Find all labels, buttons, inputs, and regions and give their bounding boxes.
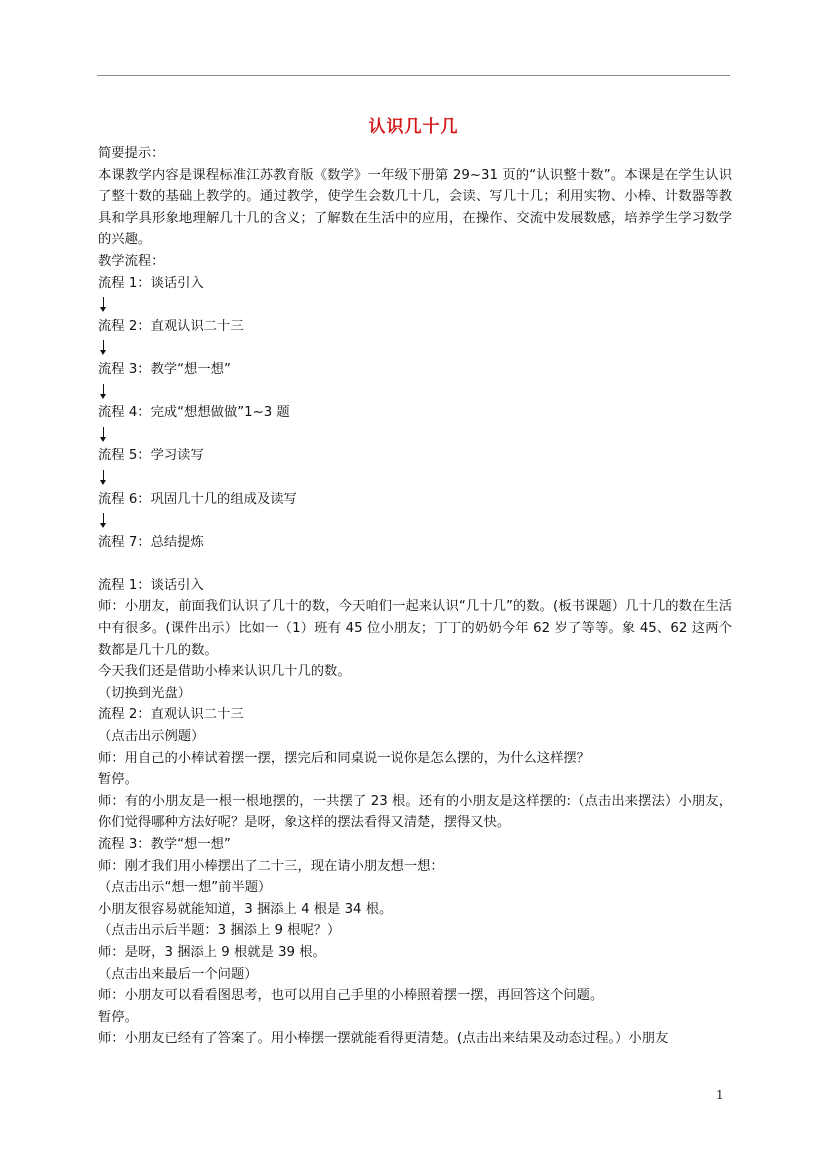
body-line: 流程 2：直观认识二十三 (98, 707, 244, 723)
flow-step: 流程 7：总结提炼 (98, 534, 204, 550)
body-line: 暂停。 (98, 772, 138, 788)
body-line: （点击出示后半题：3 捆添上 9 根呢？） (98, 923, 341, 939)
body-line: 流程 1：谈话引入 (98, 577, 204, 593)
body-line: 暂停。 (98, 1009, 138, 1025)
body-line: 师：刚才我们用小棒摆出了二十三，现在请小朋友想一想： (98, 858, 444, 874)
body-line: （点击出示例题） (98, 729, 205, 745)
down-arrow-icon (98, 424, 732, 446)
body-line: 师：用自己的小棒试着摆一摆，摆完后和同桌说一说你是怎么摆的，为什么这样摆？ (98, 750, 590, 766)
down-arrow-icon (98, 381, 732, 403)
flow-step: 流程 4：完成“想想做做”1~3 题 (98, 405, 290, 421)
down-arrow-icon (98, 510, 732, 532)
document-content (98, 143, 732, 1050)
page-title: 认识几十几 (368, 117, 459, 137)
lesson-body (98, 575, 732, 1050)
down-arrow-icon (98, 467, 732, 489)
body-line: 今天我们还是借助小棒来认识几十几的数。 (98, 664, 351, 680)
down-arrow-icon (98, 294, 732, 316)
body-line: 师：小朋友已经有了答案了。用小棒摆一摆就能看得更清楚。(点击出来结果及动态过程。）小朋友 (98, 1031, 669, 1047)
flow-step: 流程 1：谈话引入 (98, 275, 204, 291)
body-line: （点击出示“想一想”前半题） (98, 880, 272, 896)
spacer (98, 553, 732, 575)
body-line: 师：有的小朋友是一根一根地摆的，一共摆了 23 根。还有的小朋友是这样摆的:（点击出来摆法）小朋友，你们觉得哪种方法好呢？是呀，象这样的摆法看得又清楚，摆得又快。 (98, 793, 732, 831)
flow-step: 流程 2：直观认识二十三 (98, 318, 244, 334)
intro-heading: 简要提示： (98, 146, 165, 161)
flow-step: 流程 5：学习读写 (98, 448, 204, 464)
intro-paragraph: 本课教学内容是课程标准江苏教育版《数学》一年级下册第 29~31 页的“认识整十数”。本课是在学生认识了整十数的基础上教学的。通过教学，使学生会数几十几，会读、写几十几；利用实物、小棒、计数器等教具和学具形象地理解几十几的含义；了解数在生活中的应用，在操作、交流中发展数感，培养学生学习数学的兴趣。 (98, 167, 732, 248)
flow-chart (98, 273, 732, 554)
header-rule (97, 75, 730, 76)
body-line: 小朋友很容易就能知道，3 捆添上 4 根是 34 根。 (98, 901, 393, 917)
body-line: （切换到光盘） (98, 685, 192, 701)
body-line: 流程 3：教学“想一想” (98, 837, 231, 852)
body-line: （点击出来最后一个问题） (98, 966, 258, 982)
body-line: 师：小朋友可以看看图思考，也可以用自己手里的小棒照着摆一摆，再回答这个问题。 (98, 988, 604, 1004)
page-number: 1 (716, 1088, 724, 1102)
flow-step: 流程 3：教学“想一想” (98, 361, 231, 377)
down-arrow-icon (98, 337, 732, 359)
body-line: 师：小朋友，前面我们认识了几十的数，今天咱们一起来认识“几十几”的数。(板书课题）几十几的数在生活中有很多。(课件出示）比如一（1）班有 45 位小朋友；丁丁的奶奶今年 62 岁了等等。象 45、62 这两个数都是几十几的数。 (98, 599, 732, 658)
flow-heading: 教学流程： (98, 253, 165, 269)
flow-step: 流程 6：巩固几十几的组成及读写 (98, 491, 297, 507)
body-line: 师：是呀，3 捆添上 9 根就是 39 根。 (98, 944, 326, 960)
